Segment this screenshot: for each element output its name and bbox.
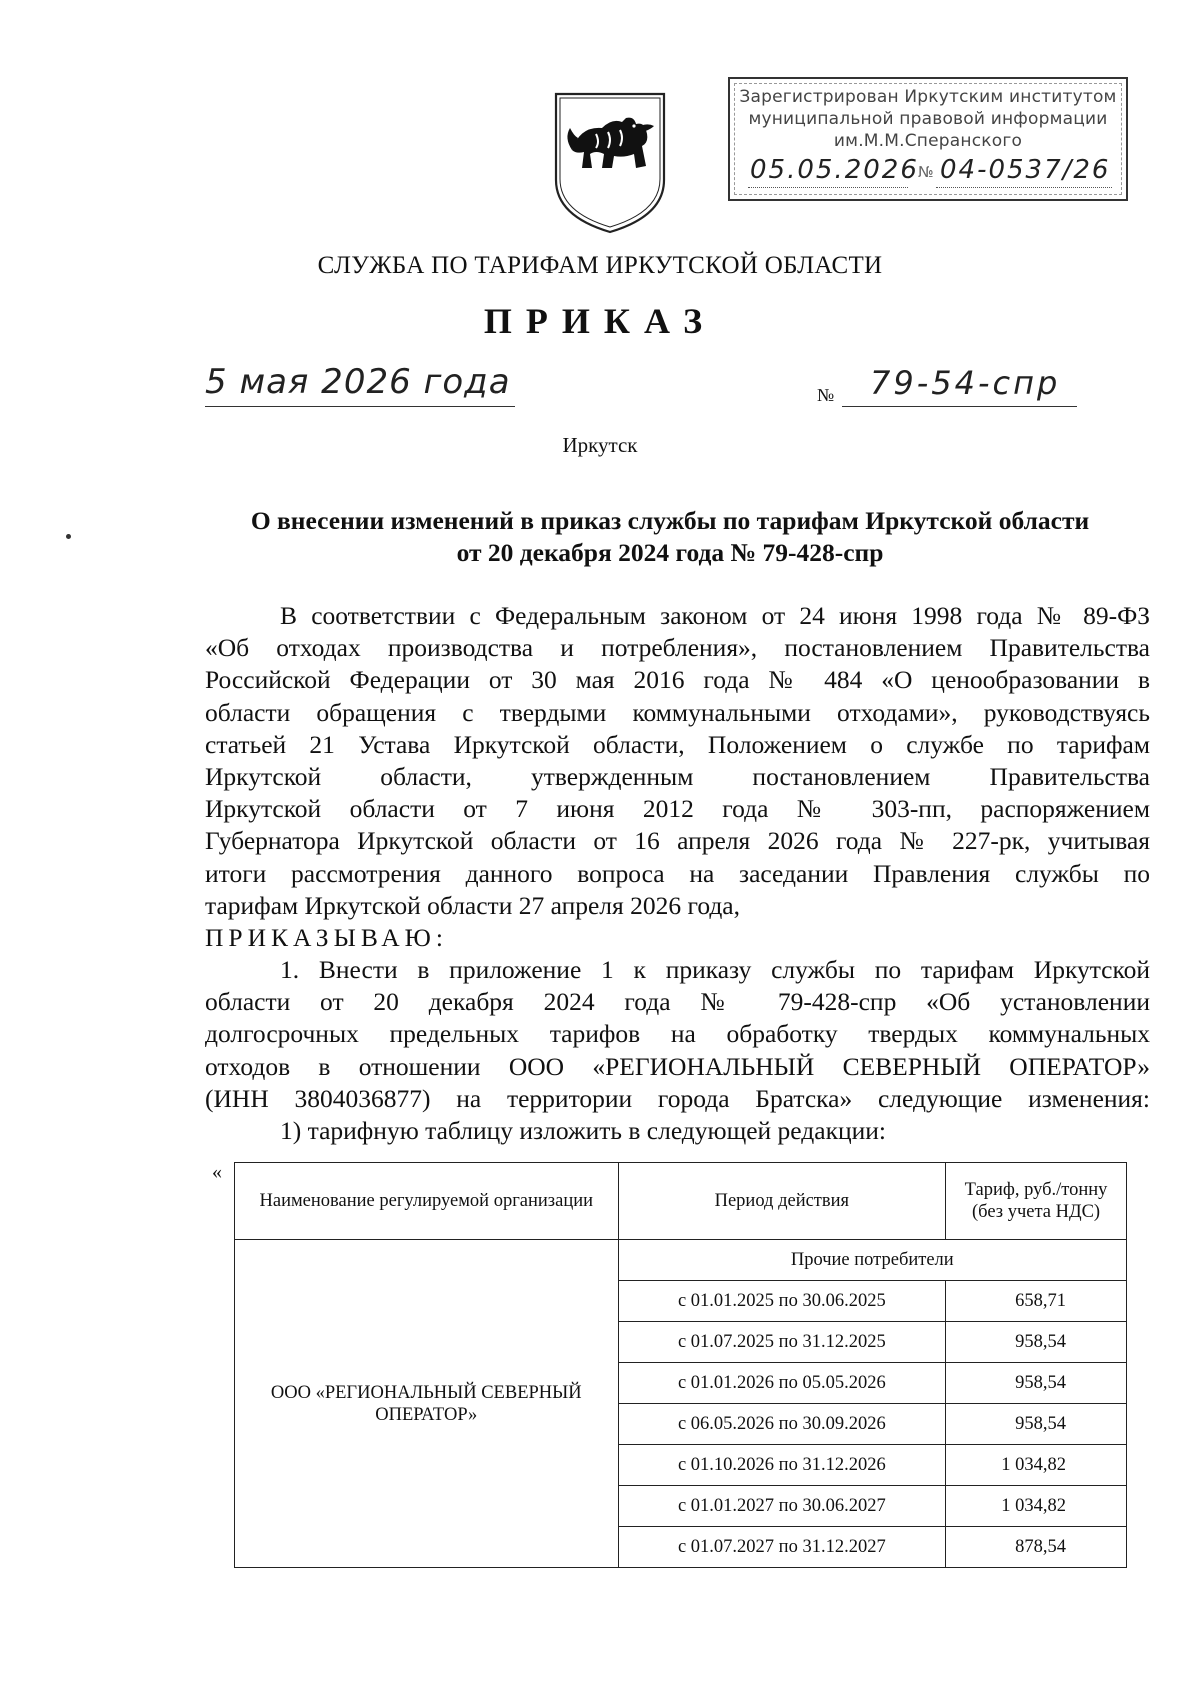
preamble-line: области обращения с твердыми коммунальными отходами», руководствуясь: [205, 697, 1150, 727]
preamble-line: В соответствии с Федеральным законом от 24 июня 1998 года № 89-ФЗ: [280, 601, 1150, 630]
tariff-cell: 1 034,82: [946, 1445, 1127, 1486]
handwritten-order-number: 79-54-спр: [870, 364, 1061, 402]
document-type-title: ПРИКАЗ: [483, 301, 717, 341]
city-name: Иркутск: [562, 433, 638, 457]
tariff-cell: 958,54: [946, 1363, 1127, 1404]
tariff-cell: 958,54: [946, 1322, 1127, 1363]
organization-cell: ООО «РЕГИОНАЛЬНЫЙ СЕВЕРНЫЙ ОПЕРАТОР»: [235, 1240, 619, 1568]
header-period: Период действия: [618, 1163, 946, 1240]
stamp-date-underline: [748, 187, 908, 188]
tariff-cell: 878,54: [946, 1527, 1127, 1568]
number-sign: №: [817, 385, 835, 405]
tariff-cell: 1 034,82: [946, 1486, 1127, 1527]
item-1-line: (ИНН 3804036877) на территории города Братска» следующие изменения:: [205, 1083, 1150, 1113]
subject-line-2: от 20 декабря 2024 года № 79-428-спр: [456, 538, 884, 567]
preamble-line: тарифам Иркутской области 27 апреля 2026 года,: [205, 890, 741, 920]
order-word: ПРИКАЗЫВАЮ:: [205, 922, 448, 952]
preamble-line: итоги рассмотрения данного вопроса на заседании Правления службы по: [205, 858, 1150, 888]
period-cell: с 01.01.2025 по 30.06.2025: [618, 1281, 946, 1322]
consumer-group-cell: Прочие потребители: [618, 1240, 1126, 1281]
period-cell: с 01.01.2026 по 05.05.2026: [618, 1363, 946, 1404]
preamble-line: Губернатора Иркутской области от 16 апреля 2026 года № 227-рк, учитывая: [205, 826, 1150, 856]
stamp-handwritten-date: 05.05.2026: [750, 155, 919, 185]
table-open-quote: «: [212, 1161, 222, 1183]
stamp-line-1: Зарегистрирован Иркутским институтом: [739, 87, 1117, 107]
coat-of-arms-emblem: [550, 88, 670, 236]
preamble-line: статьей 21 Устава Иркутской области, Положением о службе по тарифам: [205, 729, 1150, 759]
stamp-number-label: №: [918, 163, 934, 181]
stamp-line-2: муниципальной правовой информации: [748, 109, 1108, 129]
item-1-line: 1. Внести в приложение 1 к приказу службы по тарифам Иркутской: [280, 955, 1150, 985]
period-cell: с 01.01.2027 по 30.06.2027: [618, 1486, 946, 1527]
item-1-line: области от 20 декабря 2024 года № 79-428-спр «Об установлении: [205, 987, 1150, 1017]
stamp-handwritten-number: 04-0537/26: [940, 155, 1111, 185]
table-row: [235, 1240, 1127, 1281]
number-underline: [842, 406, 1077, 407]
preamble-line: Иркутской области от 7 июня 2012 года № 303-пп, распоряжением: [205, 794, 1150, 824]
preamble-line: «Об отходах производства и потребления», постановлением Правительства: [205, 633, 1150, 663]
tariff-cell: 658,71: [946, 1281, 1127, 1322]
table-header-row: [235, 1163, 1127, 1240]
subject-line-1: О внесении изменений в приказ службы по тарифам Иркутской области: [250, 506, 1090, 535]
tariff-table: [234, 1162, 1127, 1568]
agency-name: СЛУЖБА ПО ТАРИФАМ ИРКУТСКОЙ ОБЛАСТИ: [317, 252, 883, 279]
stamp-number-underline: [936, 187, 1112, 188]
tariff-cell: 958,54: [946, 1404, 1127, 1445]
stamp-line-3: им.М.М.Сперанского: [833, 131, 1023, 151]
order-body: [205, 600, 1150, 1147]
header-tariff: Тариф, руб./тонну (без учета НДС): [946, 1163, 1127, 1240]
handwritten-order-date: 5 мая 2026 года: [205, 362, 511, 402]
period-cell: с 01.07.2025 по 31.12.2025: [618, 1322, 946, 1363]
date-underline: [205, 406, 515, 407]
period-cell: с 01.10.2026 по 31.12.2026: [618, 1445, 946, 1486]
item-1-line: отходов в отношении ООО «РЕГИОНАЛЬНЫЙ СЕВЕРНЫЙ ОПЕРАТОР»: [205, 1051, 1150, 1081]
item-1-1-line: 1) тарифную таблицу изложить в следующей редакции:: [280, 1116, 886, 1145]
item-1-line: долгосрочных предельных тарифов на обработку твердых коммунальных: [205, 1019, 1150, 1049]
order-subject: [180, 505, 1160, 569]
preamble-line: Российской Федерации от 30 мая 2016 года № 484 «О ценообразовании в: [205, 665, 1150, 695]
header-organization: Наименование регулируемой организации: [235, 1163, 619, 1240]
margin-dot: [66, 534, 71, 539]
period-cell: с 06.05.2026 по 30.09.2026: [618, 1404, 946, 1445]
preamble-line: Иркутской области, утвержденным постановлением Правительства: [205, 761, 1150, 791]
registration-stamp: [728, 77, 1128, 201]
period-cell: с 01.07.2027 по 31.12.2027: [618, 1527, 946, 1568]
